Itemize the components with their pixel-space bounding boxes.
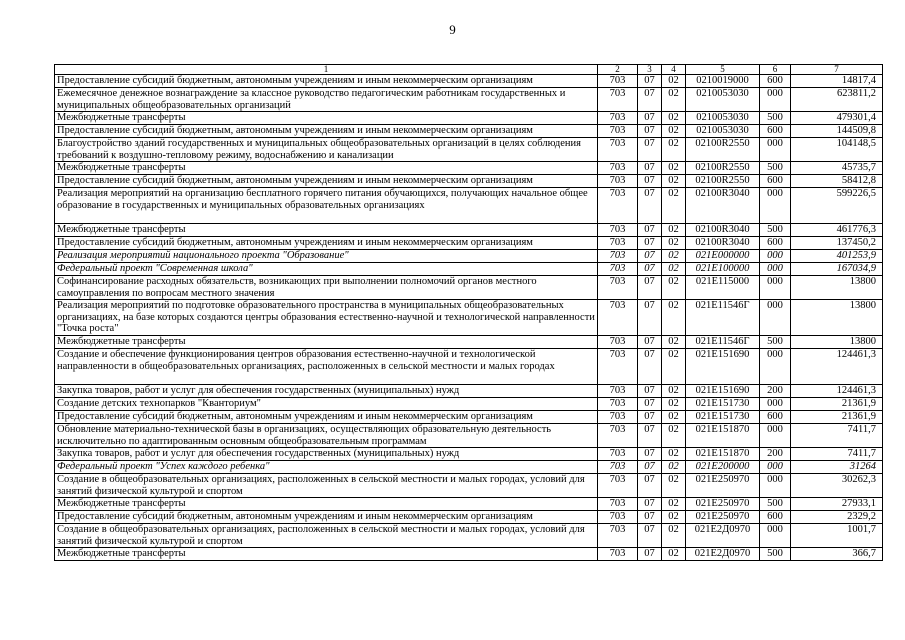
row-type-cell: 600 <box>760 237 791 250</box>
row-col3-cell: 07 <box>638 411 662 424</box>
row-amount-cell: 167034,9 <box>791 263 883 276</box>
row-amount-cell: 58412,8 <box>791 175 883 188</box>
row-code-cell: 021E000000 <box>686 250 760 263</box>
table-row <box>55 424 883 448</box>
row-col3-cell: 07 <box>638 263 662 276</box>
row-col3-cell: 07 <box>638 112 662 125</box>
row-amount-cell: 479301,4 <box>791 112 883 125</box>
row-amount-cell: 461776,3 <box>791 224 883 237</box>
row-type-cell: 000 <box>760 424 791 448</box>
table-row <box>55 349 883 385</box>
row-type-cell: 600 <box>760 511 791 524</box>
row-amount-cell: 2329,2 <box>791 511 883 524</box>
row-name-cell: Закупка товаров, работ и услуг для обеспечения государственных (муниципальных) нужд <box>55 448 598 461</box>
row-type-cell: 000 <box>760 474 791 498</box>
row-amount-cell: 14817,4 <box>791 75 883 88</box>
row-col4-cell: 02 <box>662 138 686 162</box>
row-col2-cell: 703 <box>598 474 638 498</box>
row-amount-cell: 137450,2 <box>791 237 883 250</box>
row-col2-cell: 703 <box>598 250 638 263</box>
row-code-cell: 0210053030 <box>686 88 760 112</box>
row-name-cell: Обновление материально-технической базы в организациях, осуществляющих образовательную деятельность исключительно по адаптированным основным общеобразовательным программам <box>55 424 598 448</box>
row-col2-cell: 703 <box>598 498 638 511</box>
row-col3-cell: 07 <box>638 498 662 511</box>
row-col4-cell: 02 <box>662 474 686 498</box>
row-name-cell: Межбюджетные трансферты <box>55 224 598 237</box>
row-col2-cell: 703 <box>598 188 638 224</box>
row-code-cell: 021E2Д0970 <box>686 548 760 561</box>
table-row <box>55 75 883 88</box>
row-col3-cell: 07 <box>638 125 662 138</box>
row-col2-cell: 703 <box>598 162 638 175</box>
row-amount-cell: 366,7 <box>791 548 883 561</box>
table-row <box>55 250 883 263</box>
row-name-cell: Межбюджетные трансферты <box>55 112 598 125</box>
row-col3-cell: 07 <box>638 548 662 561</box>
row-code-cell: 02100R3040 <box>686 224 760 237</box>
row-col2-cell: 703 <box>598 511 638 524</box>
row-col4-cell: 02 <box>662 276 686 300</box>
row-amount-cell: 21361,9 <box>791 411 883 424</box>
row-code-cell: 021E100000 <box>686 263 760 276</box>
row-name-cell: Закупка товаров, работ и услуг для обеспечения государственных (муниципальных) нужд <box>55 385 598 398</box>
row-col4-cell: 02 <box>662 448 686 461</box>
row-name-cell: Предоставление субсидий бюджетным, автономным учреждениям и иным некоммерческим организациям <box>55 175 598 188</box>
table-row <box>55 511 883 524</box>
row-col4-cell: 02 <box>662 188 686 224</box>
row-name-cell: Создание и обеспечение функционирования центров образования естественно-научной и технологической направленности в общеобразовательных организациях, расположенных в сельской местности и малых городах <box>55 349 598 385</box>
row-col2-cell: 703 <box>598 448 638 461</box>
row-code-cell: 021E250970 <box>686 511 760 524</box>
table-row <box>55 276 883 300</box>
table-row <box>55 336 883 349</box>
row-name-cell: Реализация мероприятий на организацию бесплатного горячего питания обучающихся, получающих начальное общее образование в государственных и муниципальных образовательных организациях <box>55 188 598 224</box>
row-type-cell: 600 <box>760 125 791 138</box>
row-code-cell: 021E151870 <box>686 424 760 448</box>
row-col4-cell: 02 <box>662 263 686 276</box>
row-type-cell: 600 <box>760 411 791 424</box>
row-code-cell: 021E151690 <box>686 385 760 398</box>
row-type-cell: 500 <box>760 548 791 561</box>
row-col4-cell: 02 <box>662 398 686 411</box>
row-col4-cell: 02 <box>662 224 686 237</box>
row-type-cell: 000 <box>760 188 791 224</box>
row-amount-cell: 623811,2 <box>791 88 883 112</box>
row-name-cell: Реализация мероприятий национального проекта "Образование" <box>55 250 598 263</box>
table-row <box>55 162 883 175</box>
row-name-cell: Предоставление субсидий бюджетным, автономным учреждениям и иным некоммерческим организациям <box>55 237 598 250</box>
table-row <box>55 524 883 548</box>
row-amount-cell: 124461,3 <box>791 385 883 398</box>
row-col2-cell: 703 <box>598 424 638 448</box>
row-type-cell: 000 <box>760 349 791 385</box>
row-type-cell: 000 <box>760 398 791 411</box>
row-code-cell: 021E200000 <box>686 461 760 474</box>
table-row <box>55 474 883 498</box>
row-col2-cell: 703 <box>598 75 638 88</box>
row-type-cell: 500 <box>760 224 791 237</box>
row-code-cell: 02100R2550 <box>686 175 760 188</box>
row-code-cell: 021E11546Г <box>686 300 760 336</box>
row-col3-cell: 07 <box>638 162 662 175</box>
row-col3-cell: 07 <box>638 250 662 263</box>
table-row <box>55 385 883 398</box>
row-col2-cell: 703 <box>598 175 638 188</box>
row-type-cell: 500 <box>760 498 791 511</box>
row-type-cell: 000 <box>760 461 791 474</box>
row-type-cell: 000 <box>760 300 791 336</box>
row-type-cell: 000 <box>760 88 791 112</box>
row-code-cell: 0210053030 <box>686 125 760 138</box>
row-col3-cell: 07 <box>638 336 662 349</box>
row-col3-cell: 07 <box>638 524 662 548</box>
page-number: 9 <box>449 22 456 37</box>
table-row <box>55 300 883 336</box>
row-col2-cell: 703 <box>598 276 638 300</box>
row-col2-cell: 703 <box>598 336 638 349</box>
row-type-cell: 000 <box>760 276 791 300</box>
row-amount-cell: 13800 <box>791 276 883 300</box>
row-col3-cell: 07 <box>638 188 662 224</box>
row-code-cell: 021E2Д0970 <box>686 524 760 548</box>
row-name-cell: Межбюджетные трансферты <box>55 498 598 511</box>
row-col2-cell: 703 <box>598 411 638 424</box>
table-row <box>55 237 883 250</box>
table-row <box>55 548 883 561</box>
row-col2-cell: 703 <box>598 224 638 237</box>
row-amount-cell: 144509,8 <box>791 125 883 138</box>
row-amount-cell: 1001,7 <box>791 524 883 548</box>
row-col4-cell: 02 <box>662 511 686 524</box>
row-type-cell: 000 <box>760 250 791 263</box>
row-col2-cell: 703 <box>598 88 638 112</box>
row-col4-cell: 02 <box>662 424 686 448</box>
row-col2-cell: 703 <box>598 398 638 411</box>
row-amount-cell: 7411,7 <box>791 424 883 448</box>
row-type-cell: 500 <box>760 162 791 175</box>
row-code-cell: 02100R2550 <box>686 162 760 175</box>
row-col2-cell: 703 <box>598 461 638 474</box>
table-row <box>55 461 883 474</box>
row-amount-cell: 31264 <box>791 461 883 474</box>
row-amount-cell: 599226,5 <box>791 188 883 224</box>
row-col4-cell: 02 <box>662 175 686 188</box>
row-code-cell: 021E151730 <box>686 411 760 424</box>
row-col3-cell: 07 <box>638 138 662 162</box>
row-name-cell: Межбюджетные трансферты <box>55 336 598 349</box>
row-col3-cell: 07 <box>638 75 662 88</box>
row-col4-cell: 02 <box>662 112 686 125</box>
row-col3-cell: 07 <box>638 276 662 300</box>
row-code-cell: 021E11546Г <box>686 336 760 349</box>
row-amount-cell: 27933,1 <box>791 498 883 511</box>
row-col4-cell: 02 <box>662 250 686 263</box>
row-amount-cell: 401253,9 <box>791 250 883 263</box>
row-col3-cell: 07 <box>638 237 662 250</box>
row-name-cell: Межбюджетные трансферты <box>55 548 598 561</box>
row-amount-cell: 7411,7 <box>791 448 883 461</box>
row-col2-cell: 703 <box>598 138 638 162</box>
row-col3-cell: 07 <box>638 461 662 474</box>
row-code-cell: 02100R2550 <box>686 138 760 162</box>
row-type-cell: 200 <box>760 448 791 461</box>
row-col3-cell: 07 <box>638 88 662 112</box>
row-amount-cell: 124461,3 <box>791 349 883 385</box>
table-row <box>55 188 883 224</box>
row-code-cell: 021E115000 <box>686 276 760 300</box>
row-code-cell: 0210019000 <box>686 75 760 88</box>
table-row <box>55 224 883 237</box>
row-col2-cell: 703 <box>598 385 638 398</box>
row-code-cell: 021E151870 <box>686 448 760 461</box>
row-type-cell: 500 <box>760 112 791 125</box>
row-name-cell: Федеральный проект "Современная школа" <box>55 263 598 276</box>
row-name-cell: Ежемесячное денежное вознаграждение за классное руководство педагогическим работникам государственных и муниципальных общеобразовательных организаций <box>55 88 598 112</box>
row-col3-cell: 07 <box>638 349 662 385</box>
row-code-cell: 021E250970 <box>686 498 760 511</box>
row-name-cell: Реализация мероприятий по подготовке образовательного пространства в муниципальных общеобразовательных организациях, на базе которых создаются центры образования естественно-научной и технологической направленности "Точка роста" <box>55 300 598 336</box>
row-type-cell: 200 <box>760 385 791 398</box>
row-col4-cell: 02 <box>662 524 686 548</box>
table-row <box>55 112 883 125</box>
row-col4-cell: 02 <box>662 349 686 385</box>
row-amount-cell: 13800 <box>791 300 883 336</box>
row-col3-cell: 07 <box>638 398 662 411</box>
row-col4-cell: 02 <box>662 336 686 349</box>
row-col4-cell: 02 <box>662 75 686 88</box>
row-name-cell: Предоставление субсидий бюджетным, автономным учреждениям и иным некоммерческим организациям <box>55 511 598 524</box>
header-cell-3: 3 <box>638 65 662 75</box>
row-col3-cell: 07 <box>638 424 662 448</box>
row-amount-cell: 104148,5 <box>791 138 883 162</box>
row-col2-cell: 703 <box>598 237 638 250</box>
table-row <box>55 88 883 112</box>
row-name-cell: Создание в общеобразовательных организациях, расположенных в сельской местности и малых городах, условий для занятий физической культурой и спортом <box>55 474 598 498</box>
header-cell-2: 2 <box>598 65 638 75</box>
row-col4-cell: 02 <box>662 461 686 474</box>
budget-table <box>54 64 883 561</box>
row-col4-cell: 02 <box>662 498 686 511</box>
row-col3-cell: 07 <box>638 300 662 336</box>
row-amount-cell: 13800 <box>791 336 883 349</box>
row-col2-cell: 703 <box>598 125 638 138</box>
row-code-cell: 021E151730 <box>686 398 760 411</box>
table-row <box>55 398 883 411</box>
row-name-cell: Софинансирование расходных обязательств, возникающих при выполнении полномочий органов местного самоуправления по вопросам местного значения <box>55 276 598 300</box>
row-name-cell: Предоставление субсидий бюджетным, автономным учреждениям и иным некоммерческим организациям <box>55 125 598 138</box>
table-row <box>55 263 883 276</box>
row-code-cell: 02100R3040 <box>686 237 760 250</box>
row-type-cell: 000 <box>760 524 791 548</box>
row-name-cell: Федеральный проект "Успех каждого ребенка" <box>55 461 598 474</box>
row-col3-cell: 07 <box>638 511 662 524</box>
header-cell-6: 6 <box>760 65 791 75</box>
table-row <box>55 138 883 162</box>
row-type-cell: 600 <box>760 175 791 188</box>
row-name-cell: Создание в общеобразовательных организациях, расположенных в сельской местности и малых городах, условий для занятий физической культурой и спортом <box>55 524 598 548</box>
row-col4-cell: 02 <box>662 237 686 250</box>
row-col4-cell: 02 <box>662 88 686 112</box>
header-cell-1: 1 <box>55 65 598 75</box>
table-row <box>55 498 883 511</box>
row-name-cell: Создание детских технопарков "Кванториум" <box>55 398 598 411</box>
row-col2-cell: 703 <box>598 263 638 276</box>
row-type-cell: 000 <box>760 138 791 162</box>
row-type-cell: 600 <box>760 75 791 88</box>
row-col3-cell: 07 <box>638 385 662 398</box>
row-col4-cell: 02 <box>662 162 686 175</box>
row-col2-cell: 703 <box>598 548 638 561</box>
header-row <box>55 65 883 75</box>
row-amount-cell: 30262,3 <box>791 474 883 498</box>
row-col3-cell: 07 <box>638 448 662 461</box>
row-code-cell: 021E151690 <box>686 349 760 385</box>
row-col2-cell: 703 <box>598 300 638 336</box>
header-cell-4: 4 <box>662 65 686 75</box>
row-type-cell: 000 <box>760 263 791 276</box>
row-col4-cell: 02 <box>662 385 686 398</box>
row-col2-cell: 703 <box>598 349 638 385</box>
row-code-cell: 02100R3040 <box>686 188 760 224</box>
row-code-cell: 0210053030 <box>686 112 760 125</box>
row-col2-cell: 703 <box>598 524 638 548</box>
row-type-cell: 500 <box>760 336 791 349</box>
row-col3-cell: 07 <box>638 474 662 498</box>
table-row <box>55 411 883 424</box>
row-name-cell: Предоставление субсидий бюджетным, автономным учреждениям и иным некоммерческим организациям <box>55 411 598 424</box>
table-row <box>55 175 883 188</box>
row-col3-cell: 07 <box>638 175 662 188</box>
row-code-cell: 021E250970 <box>686 474 760 498</box>
row-col4-cell: 02 <box>662 125 686 138</box>
table-row <box>55 125 883 138</box>
row-name-cell: Благоустройство зданий государственных и муниципальных общеобразовательных организаций в целях соблюдения требований к воздушно-тепловому режиму, водоснабжению и канализации <box>55 138 598 162</box>
row-col4-cell: 02 <box>662 411 686 424</box>
table-row <box>55 448 883 461</box>
row-name-cell: Предоставление субсидий бюджетным, автономным учреждениям и иным некоммерческим организациям <box>55 75 598 88</box>
row-col4-cell: 02 <box>662 300 686 336</box>
row-amount-cell: 21361,9 <box>791 398 883 411</box>
header-cell-7: 7 <box>791 65 883 75</box>
row-amount-cell: 45735,7 <box>791 162 883 175</box>
row-col4-cell: 02 <box>662 548 686 561</box>
row-name-cell: Межбюджетные трансферты <box>55 162 598 175</box>
row-col2-cell: 703 <box>598 112 638 125</box>
row-col3-cell: 07 <box>638 224 662 237</box>
header-cell-5: 5 <box>686 65 760 75</box>
